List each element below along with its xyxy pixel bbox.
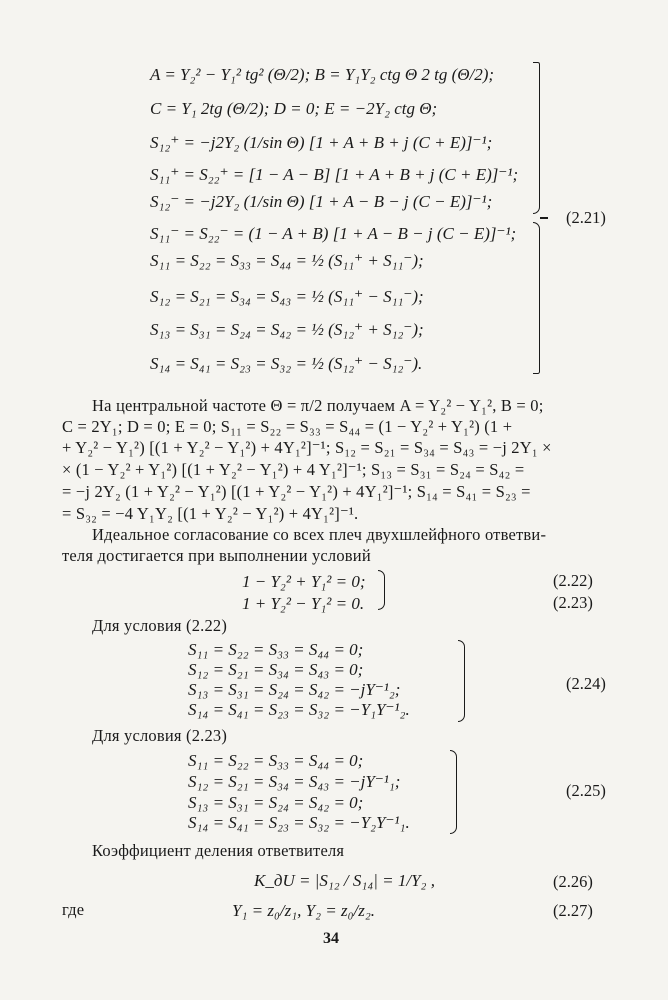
eq-2-21-line-4: S₁₁⁺ = S₂₂⁺ = [1 − A − B] [1 + A + B + j (C + E)]⁻¹; bbox=[150, 165, 519, 184]
eq-2-21-line-2: C = Y₁ 2tg (Θ/2); D = 0; E = −2Y₂ ctg Θ; bbox=[150, 99, 438, 118]
eq-2-25-line-3: S₁₃ = S₃₁ = S₂₄ = S₄₂ = 0; bbox=[188, 793, 364, 812]
eq-2-21-line-6: S₁₁⁻ = S₂₂⁻ = (1 − A + B) [1 + A − B − j (C − E)]⁻¹; bbox=[150, 224, 517, 243]
eq-2-21-line-8: S₁₂ = S₂₁ = S₃₄ = S₄₃ = ½ (S₁₁⁺ − S₁₁⁻); bbox=[150, 287, 424, 306]
eq-number-2-25: (2.25) bbox=[566, 781, 606, 800]
para-central-freq-line-3: + Y₂² − Y₁²) [(1 + Y₂² − Y₁²) + 4Y₁²]⁻¹; S₁₂ = S₂₁ = S₃₄ = S₄₃ = −j 2Y₁ × bbox=[62, 438, 552, 457]
label-division-coefficient: Коэффициент деления ответвителя bbox=[92, 841, 345, 860]
eq-2-21-line-3: S₁₂⁺ = −j2Y₂ (1/sin Θ) [1 + A + B + j (C + E)]⁻¹; bbox=[150, 133, 493, 152]
para-central-freq-line-4: × (1 − Y₂² + Y₁²) [(1 + Y₂² − Y₁²) + 4 Y₁²]⁻¹; S₁₃ = S₃₁ = S₂₄ = S₄₂ = bbox=[62, 460, 525, 479]
brace-2-25 bbox=[450, 750, 457, 834]
para-central-freq-line-5: = −j 2Y₂ (1 + Y₂² − Y₁²) [(1 + Y₂² − Y₁²) + 4Y₁²]⁻¹; S₁₄ = S₄₁ = S₂₃ = bbox=[62, 482, 531, 501]
para-central-freq-line-2: C = 2Y₁; D = 0; E = 0; S₁₁ = S₂₂ = S₃₃ = S₄₄ = (1 − Y₂² + Y₁²) (1 + bbox=[62, 417, 513, 436]
eq-number-2-21: (2.21) bbox=[566, 208, 606, 227]
eq-2-24-line-4: S₁₄ = S₄₁ = S₂₃ = S₃₂ = −Y₁Y⁻¹₂. bbox=[188, 700, 410, 719]
eq-2-21-line-5: S₁₂⁻ = −j2Y₂ (1/sin Θ) [1 + A − B − j (C − E)]⁻¹; bbox=[150, 192, 493, 211]
brace-2-21-lower bbox=[533, 222, 540, 374]
eq-2-25-line-1: S₁₁ = S₂₂ = S₃₃ = S₄₄ = 0; bbox=[188, 751, 364, 770]
para-matching-line-2: теля достигается при выполнении условий bbox=[62, 546, 371, 565]
eq-2-24-line-3: S₁₃ = S₃₁ = S₂₄ = S₄₂ = −jY⁻¹₂; bbox=[188, 680, 401, 699]
eq-2-21-line-10: S₁₄ = S₄₁ = S₂₃ = S₃₂ = ½ (S₁₂⁺ − S₁₂⁻). bbox=[150, 354, 423, 373]
eq-2-26: K_дU = |S₁₂ / S₁₄| = 1/Y₂ , bbox=[254, 871, 435, 890]
eq-2-23: 1 + Y₂² − Y₁² = 0. bbox=[242, 594, 365, 613]
eq-2-27: Y₁ = z₀/z₁, Y₂ = z₀/z₂. bbox=[232, 901, 375, 920]
eq-2-21-line-7: S₁₁ = S₂₂ = S₃₃ = S₄₄ = ½ (S₁₁⁺ + S₁₁⁻); bbox=[150, 251, 424, 270]
brace-2-21-upper bbox=[533, 62, 540, 214]
brace-2-21-tip bbox=[540, 217, 548, 219]
eq-2-25-line-4: S₁₄ = S₄₁ = S₂₃ = S₃₂ = −Y₂Y⁻¹₁. bbox=[188, 813, 410, 832]
label-condition-2-22: Для условия (2.22) bbox=[92, 616, 228, 635]
brace-conditions bbox=[378, 570, 385, 610]
label-condition-2-23: Для условия (2.23) bbox=[92, 726, 228, 745]
brace-2-24 bbox=[458, 640, 465, 722]
eq-2-24-line-1: S₁₁ = S₂₂ = S₃₃ = S₄₄ = 0; bbox=[188, 640, 364, 659]
para-central-freq-line-6: = S₃₂ = −4 Y₁Y₂ [(1 + Y₂² − Y₁²) + 4Y₁²]⁻¹. bbox=[62, 504, 359, 523]
eq-2-21-line-9: S₁₃ = S₃₁ = S₂₄ = S₄₂ = ½ (S₁₂⁺ + S₁₂⁻); bbox=[150, 320, 424, 339]
eq-number-2-24: (2.24) bbox=[566, 674, 606, 693]
page-number: 34 bbox=[323, 930, 339, 947]
where-word: где bbox=[62, 900, 85, 919]
para-matching-line-1: Идеальное согласование со всех плеч двухшлейфного ответви- bbox=[92, 525, 547, 544]
eq-number-2-27: (2.27) bbox=[553, 901, 593, 920]
eq-number-2-23: (2.23) bbox=[553, 593, 593, 612]
eq-2-22: 1 − Y₂² + Y₁² = 0; bbox=[242, 572, 366, 591]
eq-number-2-26: (2.26) bbox=[553, 872, 593, 891]
eq-2-25-line-2: S₁₂ = S₂₁ = S₃₄ = S₄₃ = −jY⁻¹₁; bbox=[188, 772, 401, 791]
eq-2-24-line-2: S₁₂ = S₂₁ = S₃₄ = S₄₃ = 0; bbox=[188, 660, 364, 679]
para-central-freq-line-1: На центральной частоте Θ = π/2 получаем A = Y₂² − Y₁², B = 0; bbox=[92, 396, 544, 415]
eq-number-2-22: (2.22) bbox=[553, 571, 593, 590]
eq-2-21-line-1: A = Y₂² − Y₁² tg² (Θ/2); B = Y₁Y₂ ctg Θ 2 tg (Θ/2); bbox=[150, 65, 495, 84]
